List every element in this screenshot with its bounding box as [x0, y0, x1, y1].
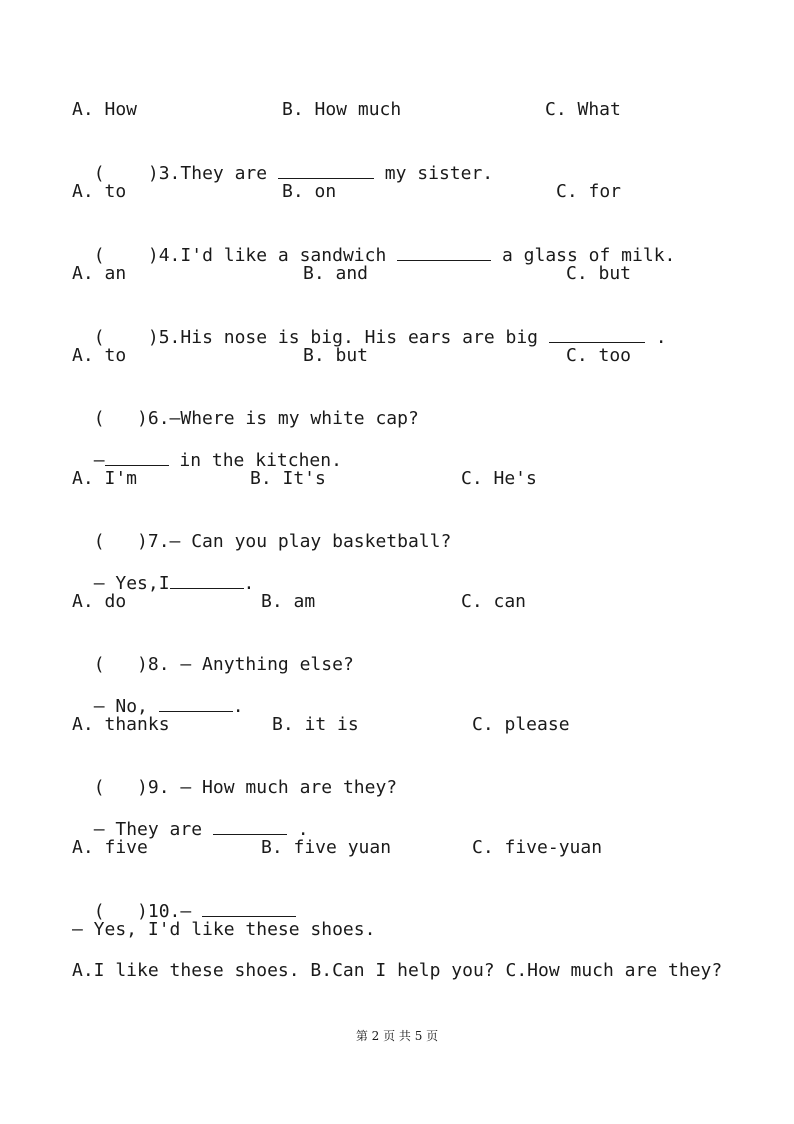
- answer-blank[interactable]: [170, 572, 244, 589]
- q5-option-a: A. to: [72, 345, 127, 366]
- question-5: [72, 304, 667, 349]
- answer-blank[interactable]: [397, 244, 491, 261]
- q4-option-c: C. but: [566, 263, 632, 284]
- answer-paren[interactable]: ( ): [93, 901, 148, 922]
- question-text: 9. — How much are they?: [147, 777, 398, 798]
- page-number-footer: 第 2 页 共 5 页: [355, 1029, 439, 1043]
- question-6-answer-line: [72, 427, 342, 472]
- question-text-end: a glass of milk.: [491, 245, 676, 266]
- question-7-answer-line: [72, 550, 254, 595]
- answer-blank[interactable]: [202, 900, 296, 917]
- question-8: [72, 632, 354, 676]
- q9-option-a: A. five: [72, 837, 148, 858]
- answer-blank[interactable]: [159, 695, 233, 712]
- dialogue-dash: —: [93, 450, 105, 471]
- question-text: 10.—: [147, 901, 203, 922]
- answer-paren[interactable]: ( ): [93, 163, 159, 184]
- question-8-answer-line: [72, 673, 244, 718]
- q8-option-a: A. thanks: [72, 714, 170, 735]
- question-text: 4.I'd like a sandwich: [158, 245, 398, 266]
- answer-paren[interactable]: ( ): [93, 531, 148, 552]
- q6-option-c: C. He's: [461, 468, 537, 489]
- q8-option-b: B. it is: [272, 714, 359, 735]
- q8-option-c: C. please: [472, 714, 570, 735]
- question-10: [72, 878, 296, 923]
- q7-option-b: B. am: [261, 591, 316, 612]
- dialogue-text-end: .: [286, 819, 309, 840]
- question-4: [72, 222, 675, 267]
- q4-option-b: B. and: [303, 263, 369, 284]
- q10-options-line: A.I like these shoes. B.Can I help you? C.How much are they?: [72, 960, 723, 981]
- answer-blank[interactable]: [278, 162, 374, 179]
- question-text: 7.— Can you play basketball?: [147, 531, 452, 552]
- q6-option-a: A. I'm: [72, 468, 138, 489]
- answer-blank[interactable]: [105, 449, 169, 466]
- q2-option-a: A. How: [72, 99, 138, 120]
- q9-option-b: B. five yuan: [261, 837, 392, 858]
- question-9: [72, 755, 397, 799]
- question-text: 5.His nose is big. His ears are big: [158, 327, 549, 348]
- dialogue-text-end: .: [232, 696, 244, 717]
- q3-option-c: C. for: [556, 181, 622, 202]
- q5-option-c: C. too: [566, 345, 632, 366]
- answer-paren[interactable]: ( ): [93, 408, 148, 429]
- answer-paren[interactable]: ( ): [93, 777, 148, 798]
- q7-option-c: C. can: [461, 591, 527, 612]
- question-6: [72, 386, 419, 430]
- question-10-answer-line: — Yes, I'd like these shoes.: [72, 919, 376, 940]
- question-7: [72, 509, 451, 553]
- question-text-end: .: [644, 327, 667, 348]
- dialogue-text: — Yes,I: [93, 573, 170, 594]
- q3-option-b: B. on: [282, 181, 337, 202]
- q3-option-a: A. to: [72, 181, 127, 202]
- answer-paren[interactable]: ( ): [93, 327, 159, 348]
- q2-option-c: C. What: [545, 99, 621, 120]
- question-text: 3.They are: [158, 163, 278, 184]
- q5-option-b: B. but: [303, 345, 369, 366]
- question-text: 6.—Where is my white cap?: [147, 408, 419, 429]
- q9-option-c: C. five-yuan: [472, 837, 603, 858]
- question-3: [72, 140, 493, 185]
- dialogue-text-end: .: [243, 573, 255, 594]
- q4-option-a: A. an: [72, 263, 127, 284]
- dialogue-text: — They are: [93, 819, 213, 840]
- q2-option-b: B. How much: [282, 99, 402, 120]
- answer-paren[interactable]: ( ): [93, 245, 159, 266]
- q7-option-a: A. do: [72, 591, 127, 612]
- question-text-end: my sister.: [373, 163, 494, 184]
- answer-blank[interactable]: [213, 818, 287, 835]
- question-text: 8. — Anything else?: [147, 654, 354, 675]
- answer-paren[interactable]: ( ): [93, 654, 148, 675]
- q6-option-b: B. It's: [250, 468, 326, 489]
- question-9-answer-line: [72, 796, 309, 841]
- answer-blank[interactable]: [549, 326, 645, 343]
- dialogue-text: in the kitchen.: [168, 450, 342, 471]
- dialogue-text: — No,: [93, 696, 159, 717]
